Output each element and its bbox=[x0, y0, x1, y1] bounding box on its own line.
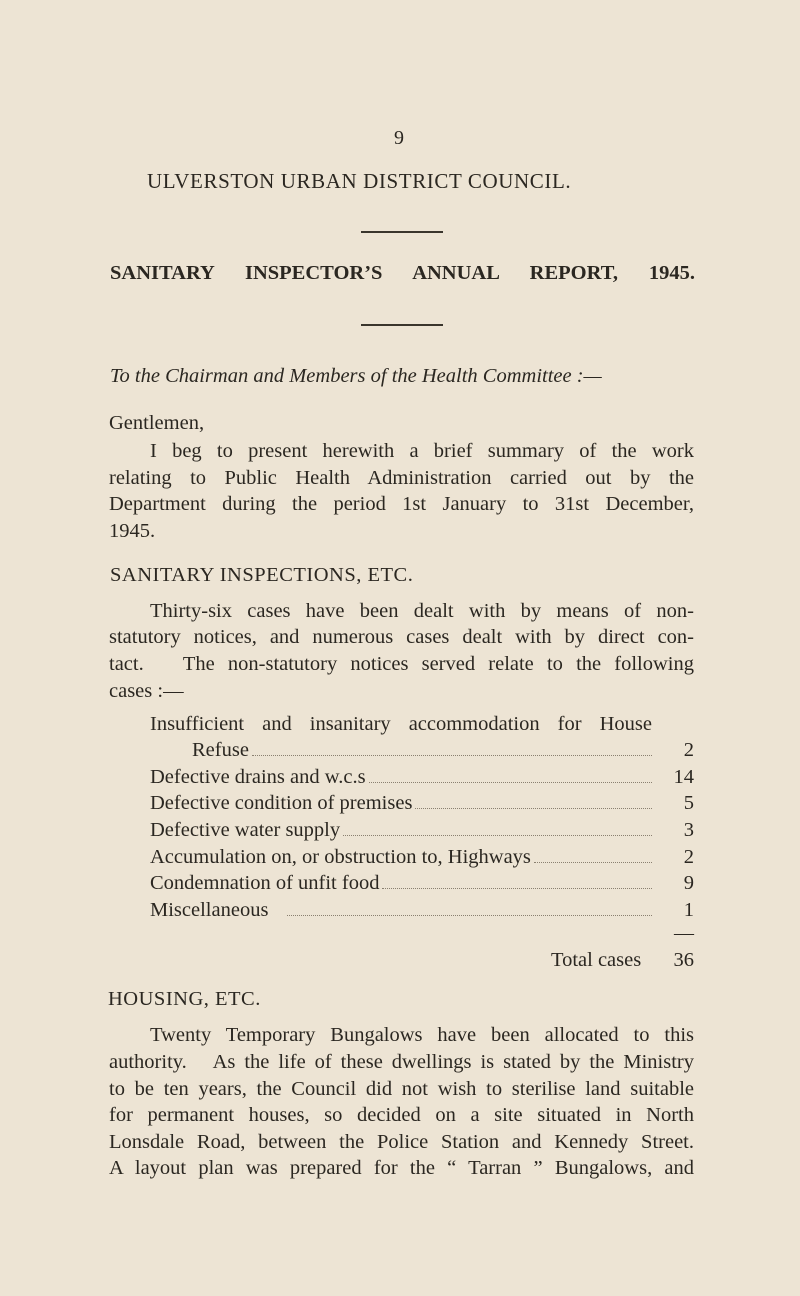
leader-dots bbox=[343, 834, 652, 836]
leader-dots bbox=[382, 887, 652, 889]
intro-line: 1945. bbox=[109, 520, 156, 542]
council-title: ULVERSTON URBAN DISTRICT COUNCIL. bbox=[147, 169, 572, 193]
case-item bbox=[150, 817, 694, 843]
case-item bbox=[150, 870, 694, 896]
total-value: 36 bbox=[673, 949, 694, 971]
total-dash: — bbox=[674, 922, 694, 944]
paragraph-line: statutory notices, and numerous cases dealt with by direct con- bbox=[109, 626, 694, 648]
paragraph-line: tact. The non-statutory notices served relate to the following bbox=[109, 653, 694, 675]
case-item bbox=[150, 790, 694, 816]
report-title: SANITARY INSPECTOR’S ANNUAL REPORT, 1945. bbox=[110, 262, 695, 284]
page-number: 9 bbox=[394, 127, 404, 149]
case-item bbox=[150, 764, 694, 790]
case-count: 2 bbox=[683, 739, 694, 761]
paragraph-line: Lonsdale Road, between the Police Station and Kennedy Street. bbox=[109, 1131, 694, 1153]
address-line: To the Chairman and Members of the Health Committee :— bbox=[110, 365, 602, 387]
case-label: Defective condition of premises bbox=[150, 792, 413, 814]
case-label: Accumulation on, or obstruction to, Highways bbox=[150, 846, 531, 868]
case-label: Insufficient and insanitary accommodation for House bbox=[150, 713, 652, 735]
case-label: Defective water supply bbox=[150, 819, 341, 841]
intro-line: I beg to present herewith a brief summary of the work bbox=[150, 440, 694, 462]
salutation: Gentlemen, bbox=[109, 412, 205, 434]
section-heading: SANITARY INSPECTIONS, ETC. bbox=[110, 564, 414, 586]
case-count: 14 bbox=[673, 766, 694, 788]
section-heading: HOUSING, ETC. bbox=[108, 988, 261, 1010]
paragraph-line: Twenty Temporary Bungalows have been allocated to this bbox=[150, 1024, 694, 1046]
case-count: 2 bbox=[683, 846, 694, 868]
leader-dots bbox=[534, 861, 652, 863]
paragraph-line: for permanent houses, so decided on a site situated in North bbox=[109, 1104, 694, 1126]
case-item bbox=[150, 844, 694, 870]
case-count: 3 bbox=[683, 819, 694, 841]
paragraph-line: A layout plan was prepared for the “ Tarran ” Bungalows, and bbox=[109, 1157, 694, 1179]
paragraph-line: Thirty-six cases have been dealt with by means of non- bbox=[150, 600, 694, 622]
paragraph-line: cases :— bbox=[109, 680, 184, 702]
total-label: Total cases bbox=[551, 949, 642, 971]
paragraph-line: to be ten years, the Council did not wish to sterilise land suitable bbox=[109, 1078, 694, 1100]
divider bbox=[361, 231, 443, 233]
case-label: Defective drains and w.c.s bbox=[150, 766, 366, 788]
case-label: Miscellaneous bbox=[150, 899, 269, 921]
case-count: 9 bbox=[683, 872, 694, 894]
case-count: 1 bbox=[683, 899, 694, 921]
divider bbox=[361, 324, 443, 326]
case-item bbox=[150, 711, 694, 737]
case-label: Condemnation of unfit food bbox=[150, 872, 380, 894]
leader-dots bbox=[369, 781, 652, 783]
intro-line: Department during the period 1st January to 31st December, bbox=[109, 493, 694, 515]
case-label: Refuse bbox=[192, 739, 249, 761]
paragraph-line: authority. As the life of these dwellings is stated by the Ministry bbox=[109, 1051, 694, 1073]
intro-line: relating to Public Health Administration carried out by the bbox=[109, 467, 694, 489]
leader-dots bbox=[287, 914, 652, 916]
leader-dots bbox=[252, 754, 652, 756]
case-item bbox=[192, 737, 694, 763]
case-item bbox=[150, 897, 694, 923]
case-count: 5 bbox=[683, 792, 694, 814]
leader-dots bbox=[415, 807, 652, 809]
